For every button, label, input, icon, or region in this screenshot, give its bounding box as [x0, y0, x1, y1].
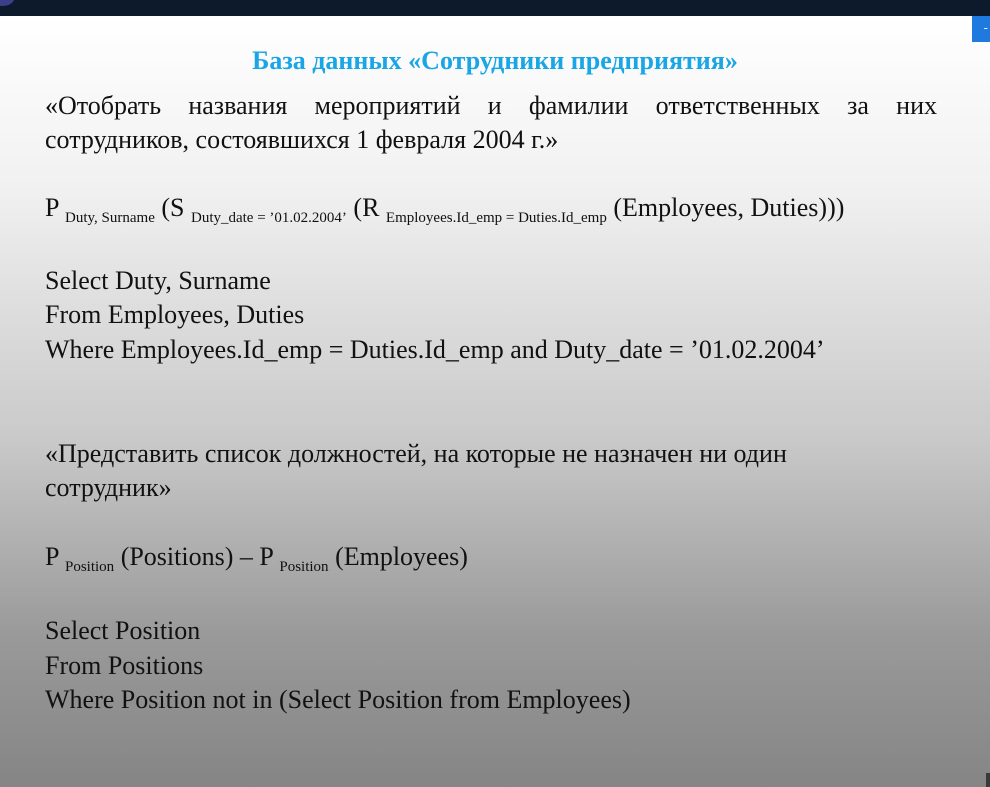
task2-line2: сотрудник» — [45, 473, 172, 502]
sql1-from: From Employees, Duties — [45, 300, 305, 329]
relations-list: (Employees, Duties))) — [613, 193, 845, 222]
sql2-from: From Positions — [45, 651, 204, 680]
algebra-expression-2 — [45, 540, 468, 584]
slide — [0, 16, 990, 787]
sql1-where: Where Employees.Id_emp = Duties.Id_emp and Duty_date = ’01.02.2004’ — [45, 335, 825, 364]
sql2-select: Select Position — [45, 616, 201, 645]
selection-symbol: (S — [161, 193, 185, 222]
edge-corner — [986, 773, 990, 787]
sql2-where: Where Position not in (Select Position from Employees) — [45, 685, 631, 714]
projection-symbol: P — [45, 193, 59, 222]
window-dot-icon — [0, 0, 14, 6]
algebra-expression-1 — [45, 191, 844, 235]
projection-subscript-1: Position — [65, 559, 115, 575]
join-subscript: Employees.Id_emp = Duties.Id_emp — [385, 210, 607, 226]
projection-subscript: Duty, Surname — [65, 210, 155, 226]
relation-employees: (Employees) — [335, 542, 468, 571]
task2-line1: «Представить список должностей, на которые не назначен ни один — [45, 439, 787, 468]
join-symbol: (R — [353, 193, 380, 222]
task1-line2: сотрудников, состоявшихся 1 февраля 2004 г.» — [45, 125, 559, 154]
top-bar — [0, 0, 990, 16]
edge-button[interactable]: - — [972, 16, 990, 42]
selection-subscript: Duty_date = ’01.02.2004’ — [190, 210, 347, 226]
projection-symbol-1: P — [45, 542, 59, 571]
projection-subscript-2: Position — [279, 559, 329, 575]
slide-title: База данных «Сотрудники предприятия» — [252, 46, 738, 75]
task1-line1: «Отобрать названия мероприятий и фамилии ответственных за них — [45, 91, 937, 120]
sql1-select: Select Duty, Surname — [45, 266, 271, 295]
difference-middle: (Positions) – P — [120, 542, 273, 571]
